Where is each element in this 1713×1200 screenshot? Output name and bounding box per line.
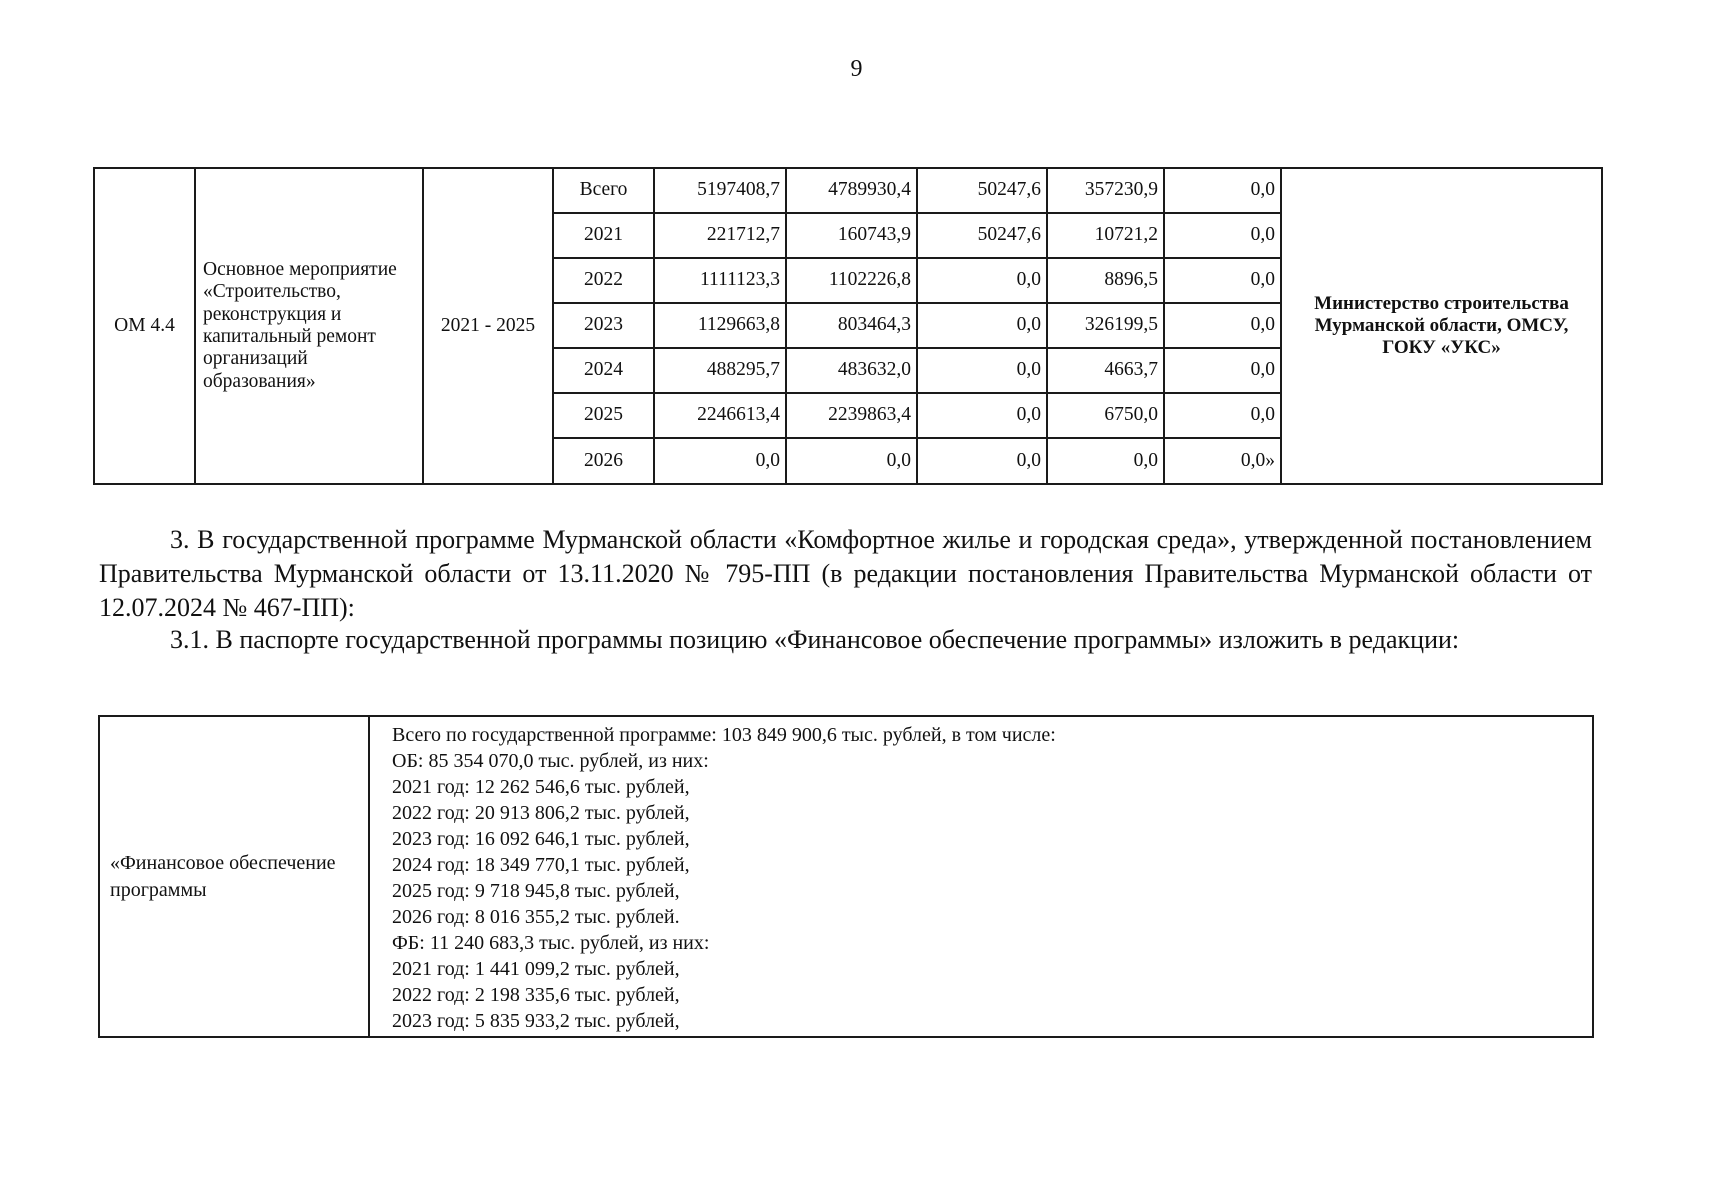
value-cell: 0,0 <box>654 438 786 484</box>
value-cell: 10721,2 <box>1047 213 1164 258</box>
value-cell: 0,0 <box>1164 213 1281 258</box>
value-cell: 2239863,4 <box>786 393 917 438</box>
measure-period: 2021 - 2025 <box>423 168 553 484</box>
value-cell: 0,0 <box>786 438 917 484</box>
financing-line: 2023 год: 16 092 646,1 тыс. рублей, <box>392 828 690 850</box>
financing-passport-table <box>98 715 1594 1038</box>
year-cell: 2024 <box>553 348 654 393</box>
financing-line: 2024 год: 18 349 770,1 тыс. рублей, <box>392 854 690 876</box>
value-cell: 0,0 <box>917 303 1047 348</box>
financing-line: ФБ: 11 240 683,3 тыс. рублей, из них: <box>392 932 710 954</box>
value-cell: 0,0» <box>1164 438 1281 484</box>
financing-line: 2023 год: 5 835 933,2 тыс. рублей, <box>392 1010 680 1032</box>
value-cell: 326199,5 <box>1047 303 1164 348</box>
table-row <box>99 716 1593 1037</box>
value-cell: 8896,5 <box>1047 258 1164 303</box>
value-cell: 488295,7 <box>654 348 786 393</box>
value-cell: 1129663,8 <box>654 303 786 348</box>
year-cell: 2022 <box>553 258 654 303</box>
value-cell: 0,0 <box>917 393 1047 438</box>
value-cell: 50247,6 <box>917 213 1047 258</box>
value-cell: 0,0 <box>917 258 1047 303</box>
financing-line: 2025 год: 9 718 945,8 тыс. рублей, <box>392 880 680 902</box>
value-cell: 0,0 <box>1164 258 1281 303</box>
measure-code: ОМ 4.4 <box>94 168 195 484</box>
financing-line: 2021 год: 12 262 546,6 тыс. рублей, <box>392 776 690 798</box>
value-cell: 0,0 <box>917 348 1047 393</box>
value-cell: 50247,6 <box>917 168 1047 213</box>
table-row <box>94 168 1602 213</box>
year-cell: 2026 <box>553 438 654 484</box>
value-cell: 0,0 <box>1164 303 1281 348</box>
value-cell: 1102226,8 <box>786 258 917 303</box>
funding-table-om-4-4 <box>93 167 1603 485</box>
responsible-executors: Министерство строительства Мурманской области, ОМСУ, ГОКУ «УКС» <box>1281 168 1602 484</box>
financing-line: Всего по государственной программе: 103 849 900,6 тыс. рублей, в том числе: <box>392 724 1056 746</box>
value-cell: 0,0 <box>1164 348 1281 393</box>
financing-line: 2022 год: 20 913 806,2 тыс. рублей, <box>392 802 690 824</box>
financing-line: 2021 год: 1 441 099,2 тыс. рублей, <box>392 958 680 980</box>
year-cell: 2021 <box>553 213 654 258</box>
value-cell: 0,0 <box>1164 168 1281 213</box>
value-cell: 0,0 <box>917 438 1047 484</box>
financing-line: 2026 год: 8 016 355,2 тыс. рублей. <box>392 906 680 928</box>
value-cell: 5197408,7 <box>654 168 786 213</box>
financing-line: ОБ: 85 354 070,0 тыс. рублей, из них: <box>392 750 709 772</box>
page-number: 9 <box>850 56 863 82</box>
value-cell: 160743,9 <box>786 213 917 258</box>
financing-content <box>369 716 1593 1037</box>
value-cell: 2246613,4 <box>654 393 786 438</box>
year-cell: 2025 <box>553 393 654 438</box>
year-cell: Всего <box>553 168 654 213</box>
value-cell: 1111123,3 <box>654 258 786 303</box>
financing-line: 2022 год: 2 198 335,6 тыс. рублей, <box>392 984 680 1006</box>
value-cell: 4789930,4 <box>786 168 917 213</box>
value-cell: 357230,9 <box>1047 168 1164 213</box>
value-cell: 483632,0 <box>786 348 917 393</box>
value-cell: 803464,3 <box>786 303 917 348</box>
value-cell: 6750,0 <box>1047 393 1164 438</box>
value-cell: 221712,7 <box>654 213 786 258</box>
value-cell: 0,0 <box>1047 438 1164 484</box>
paragraph-3-1: 3.1. В паспорте государственной программы позицию «Финансовое обеспечение программы» изложить в редакции: <box>170 625 1460 654</box>
financing-label: «Финансовое обеспечение программы <box>99 716 369 1037</box>
paragraph-3: 3. В государственной программе Мурманской области «Комфортное жилье и городская среда», утвержденной постановлением Правительства Мурманской области от 13.11.2020 № 795-ПП (в редакции постановления Правительства Мурманской области от 12.07.2024 № 467-ПП): <box>99 525 1592 622</box>
year-cell: 2023 <box>553 303 654 348</box>
value-cell: 0,0 <box>1164 393 1281 438</box>
measure-description: Основное мероприятие «Строительство, реконструкция и капитальный ремонт организаций образования» <box>195 168 423 484</box>
value-cell: 4663,7 <box>1047 348 1164 393</box>
